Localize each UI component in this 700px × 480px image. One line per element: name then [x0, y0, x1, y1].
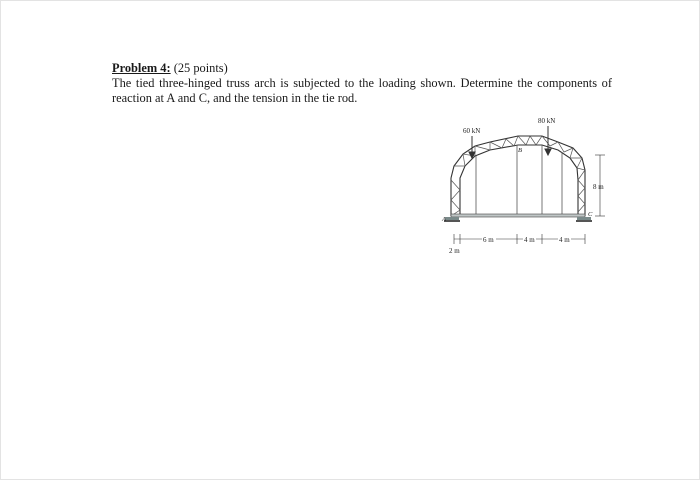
truss-arch-figure	[430, 108, 630, 273]
problem-number: Problem 4:	[112, 61, 171, 75]
support-a	[445, 217, 459, 220]
point-b-label: B	[518, 147, 522, 154]
load-label-left: 60 kN	[463, 127, 481, 135]
arch-bottom-chord	[460, 145, 578, 216]
problem-points: (25 points)	[170, 61, 228, 75]
dim-label-6m: 6 m	[483, 236, 494, 244]
dim-label-4m-b: 4 m	[559, 236, 570, 244]
problem-heading	[112, 61, 612, 76]
dim-label-2m: 2 m	[449, 247, 460, 255]
point-c-label: C	[588, 211, 593, 218]
height-label: 8 m	[593, 183, 604, 191]
truss-diagram	[430, 108, 630, 273]
point-a-label: A	[442, 216, 446, 223]
support-c-base	[576, 220, 592, 222]
load-label-right: 80 kN	[538, 117, 556, 125]
dim-label-4m-a: 4 m	[524, 236, 535, 244]
problem-text: The tied three-hinged truss arch is subjected to the loading shown. Determine the components of reaction at A and C, and the tension in the tie rod.	[112, 76, 612, 105]
problem-statement	[112, 61, 612, 106]
support-a-base	[444, 220, 460, 222]
vertical-posts	[476, 145, 562, 216]
tie-rod	[451, 214, 585, 217]
